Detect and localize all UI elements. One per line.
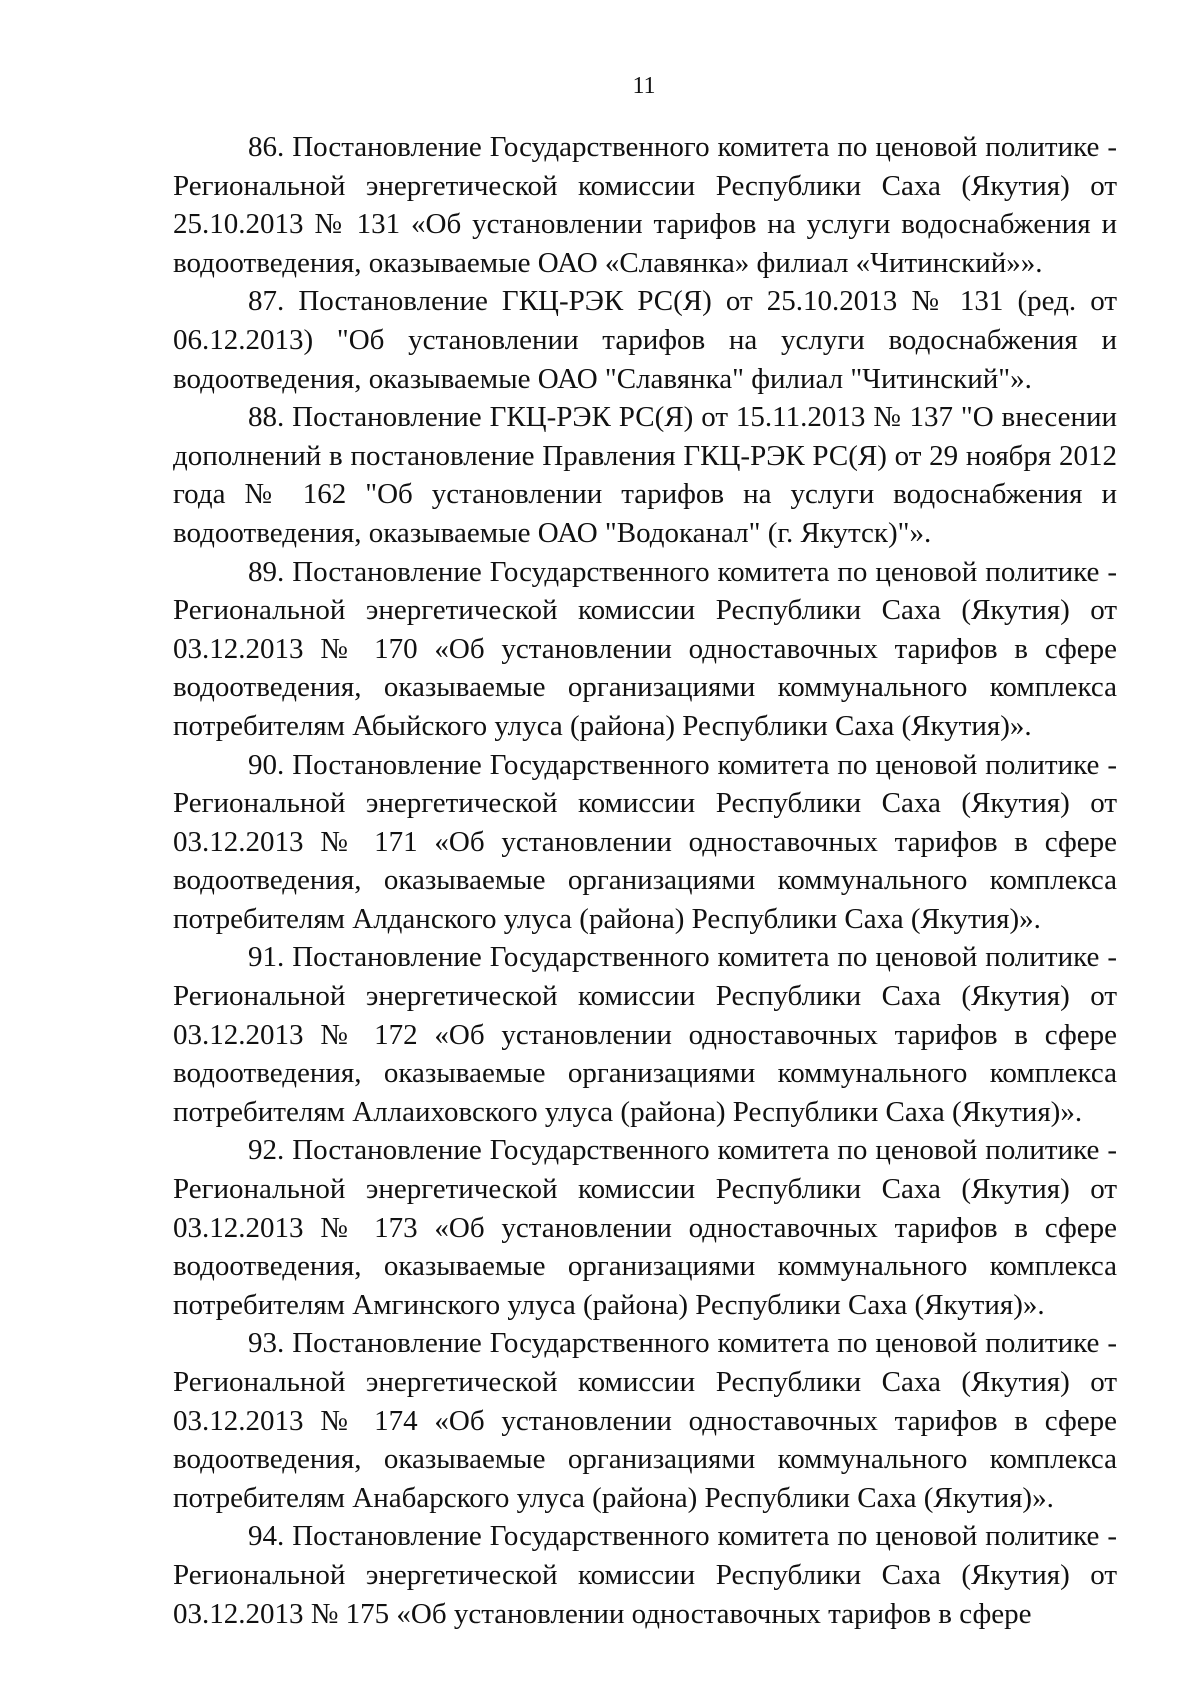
list-item: 93. Постановление Государственного комитета по ценовой политике - Региональной энергетической комиссии Республики Саха (Якутия) от 03.12.2013 № 174 «Об установлении одноставочных тарифов в сфере водоотведения, оказываемые организациями коммунального комплекса потребителям Анабарского улуса (района) Республики Саха (Якутия)».	[173, 1327, 1117, 1514]
list-item: 94. Постановление Государственного комитета по ценовой политике - Региональной энергетической комиссии Республики Саха (Якутия) от 03.12.2013 № 175 «Об установлении одноставочных тарифов в сфере	[173, 1520, 1117, 1630]
list-item: 91. Постановление Государственного комитета по ценовой политике - Региональной энергетической комиссии Республики Саха (Якутия) от 03.12.2013 № 172 «Об установлении одноставочных тарифов в сфере водоотведения, оказываемые организациями коммунального комплекса потребителям Аллаиховского улуса (района) Республики Саха (Якутия)».	[173, 941, 1117, 1128]
list-item: 88. Постановление ГКЦ-РЭК РС(Я) от 15.11.2013 № 137 "О внесении дополнений в постановление Правления ГКЦ-РЭК РС(Я) от 29 ноября 2012 года № 162 "Об установлении тарифов на услуги водоснабжения и водоотведения, оказываемые ОАО "Водоканал" (г. Якутск)"».	[173, 401, 1117, 549]
list-item: 86. Постановление Государственного комитета по ценовой политике - Региональной энергетической комиссии Республики Саха (Якутия) от 25.10.2013 № 131 «Об установлении тарифов на услуги водоснабжения и водоотведения, оказываемые ОАО «Славянка» филиал «Читинский»».	[173, 131, 1117, 279]
list-item: 90. Постановление Государственного комитета по ценовой политике - Региональной энергетической комиссии Республики Саха (Якутия) от 03.12.2013 № 171 «Об установлении одноставочных тарифов в сфере водоотведения, оказываемые организациями коммунального комплекса потребителям Алданского улуса (района) Республики Саха (Якутия)».	[173, 748, 1117, 935]
list-item: 89. Постановление Государственного комитета по ценовой политике - Региональной энергетической комиссии Республики Саха (Якутия) от 03.12.2013 № 170 «Об установлении одноставочных тарифов в сфере водоотведения, оказываемые организациями коммунального комплекса потребителям Абыйского улуса (района) Республики Саха (Якутия)».	[173, 555, 1117, 742]
list-item: 92. Постановление Государственного комитета по ценовой политике - Региональной энергетической комиссии Республики Саха (Якутия) от 03.12.2013 № 173 «Об установлении одноставочных тарифов в сфере водоотведения, оказываемые организациями коммунального комплекса потребителям Амгинского улуса (района) Республики Саха (Якутия)».	[173, 1134, 1117, 1321]
page-number: 11	[632, 73, 656, 99]
document-body	[173, 128, 1117, 1633]
list-item: 87. Постановление ГКЦ-РЭК РС(Я) от 25.10.2013 № 131 (ред. от 06.12.2013) "Об установлении тарифов на услуги водоснабжения и водоотведения, оказываемые ОАО "Славянка" филиал "Читинский"».	[173, 285, 1117, 395]
